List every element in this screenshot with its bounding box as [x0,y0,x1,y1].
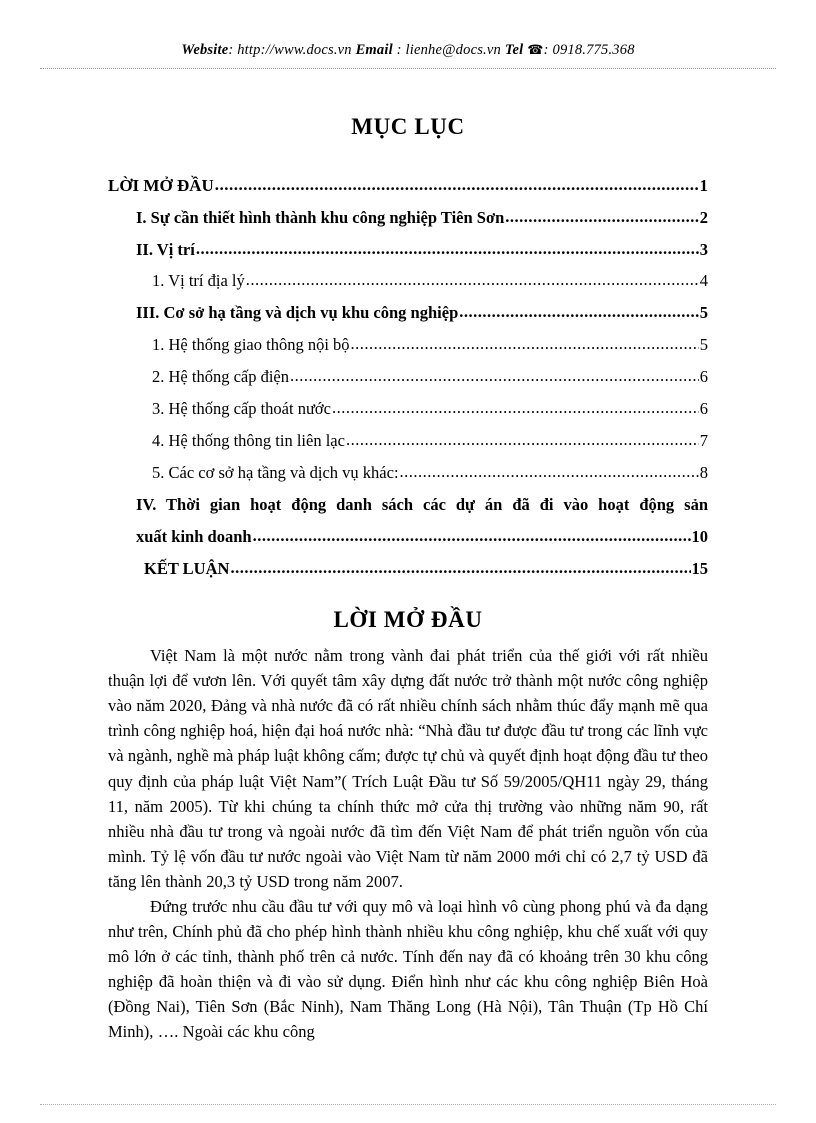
toc-entry-label: LỜI MỞ ĐẦU [108,176,214,195]
toc-entry-page: 1 [699,176,708,195]
toc-entry-loi-mo-dau[interactable] [108,176,708,196]
header-tel-label: Tel [504,42,524,58]
toc-entry-page: 5 [699,335,708,355]
footer-divider [40,1104,776,1105]
body-paragraph-1: Việt Nam là một nước nằm trong vành đai phát triển của thế giới với rất nhiều thuận lợi để vươn lên. Với quyết tâm xây dựng đất nước trở thành một nước công nghiệp vào năm 2020, Đảng và nhà nước đã có rất nhiều chính sách nhằm thúc đẩy mạnh mẽ qua trình công nghiệp hoá, hiện đại hoá nước nhà: “Nhà đầu tư được đầu tư trong các lĩnh vực và ngành, nghề mà pháp luật không cấm; được tự chủ và quyết định hoạt động đầu tư theo quy định của pháp luật Việt Nam”( Trích Luật Đầu tư Số 59/2005/QH11 ngày 29, tháng 11, năm 2005). Từ khi chúng ta chính thức mở cửa thị trường vào những năm 90, rất nhiều nhà đầu tư trong và ngoài nước đã tìm đến Việt Nam để phát triển nguồn vốn của mình. Tỷ lệ vốn đầu tư nước ngoài vào Việt Nam từ năm 2000 mới chỉ có 2,7 tỷ USD đã tăng lên thành 20,3 tỷ USD trong năm 2007. [108,646,708,891]
toc-title: MỤC LỤC [351,114,465,139]
toc-leader-dots [505,208,698,227]
body-paragraph-2: Đứng trước nhu cầu đầu tư với quy mô và loại hình vô cùng phong phú và đa dạng như trên, Chính phủ đã cho phép hình thành nhiều khu công nghiệp, khu chế xuất với quy mô lớn ở các tỉnh, thành phố trên cả nước. Tính đến nay đã có khoảng trên 30 khu công nghiệp đã hoàn thiện và đi vào sử dụng. Điển hình như các khu công nghiệp Biên Hoà (Đồng Nai), Tiên Sơn (Bắc Ninh), Nam Thăng Long (Hà Nội), Tân Thuận (Tp Hồ Chí Minh), …. Ngoài các khu công [108,896,708,1042]
toc-leader-dots [346,431,699,450]
header-website-value: http://www.docs.vn [237,42,352,58]
header-colon-2: : [396,42,402,58]
toc-entry-label-line1: IV. Thời gian hoạt động danh sách các dự án đã đi vào hoạt động sản [136,495,708,515]
telephone-icon: ☎ [527,42,544,57]
toc-entry-2-he-thong-cap-dien[interactable] [108,368,708,387]
toc-entry-page: 8 [699,463,708,483]
table-of-contents [108,176,708,579]
toc-entry-4-he-thong-thong-tin[interactable] [108,432,708,451]
toc-leader-dots [230,559,690,578]
toc-entry-label: I. Sự cần thiết hình thành khu công nghiệp Tiên Sơn [136,207,505,227]
toc-entry-ket-luan[interactable] [108,560,708,579]
header-tel-value: 0918.775.368 [552,42,635,58]
toc-leader-dots [290,367,699,386]
toc-entry-page: 6 [699,367,708,387]
toc-entry-label: II. Vị trí [136,239,195,259]
toc-leader-dots [351,335,699,354]
toc-entry-label-line2: xuất kinh doanh [136,527,252,547]
toc-entry-page: 6 [699,399,708,419]
toc-entry-page: 10 [691,527,708,547]
toc-entry-label: 5. Các cơ sở hạ tầng và dịch vụ khác: [152,463,399,483]
toc-entry-page: 4 [699,271,708,291]
toc-entry-label: 1. Hệ thống giao thông nội bộ [152,335,350,355]
toc-entry-label: 2. Hệ thống cấp điện [152,367,290,387]
toc-entry-1-he-thong-giao-thong[interactable] [108,336,708,355]
toc-entry-page: 3 [699,239,708,259]
toc-entry-3-he-thong-cap-thoat-nuoc[interactable] [108,400,708,419]
header-colon-3: : [543,42,549,58]
header-divider [40,68,776,69]
header-email-value: lienhe@docs.vn [405,42,501,58]
toc-entry-label: 1. Vị trí địa lý [152,271,245,291]
header-colon-1: : [228,42,234,58]
page-content [108,100,708,1044]
toc-entry-page: 5 [699,303,708,323]
toc-entry-page: 7 [699,431,708,451]
toc-entry-label: 3. Hệ thống cấp thoát nước [152,399,331,419]
toc-leader-dots [253,527,691,546]
toc-leader-dots [332,399,699,418]
toc-entry-iv-thoi-gian-hoat-dong[interactable] [108,496,708,547]
header-email-label: Email [355,42,393,58]
toc-leader-dots [459,303,699,322]
section-title-loi-mo-dau: LỜI MỞ ĐẦU [333,607,483,633]
toc-entry-label: 4. Hệ thống thông tin liên lạc [152,431,345,451]
header-website-label: Website [181,42,229,58]
toc-entry-iii-co-so-ha-tang[interactable] [108,304,708,323]
toc-entry-page: 2 [699,207,708,227]
toc-leader-dots [400,463,699,482]
toc-leader-dots [196,240,699,259]
toc-leader-dots [215,175,699,195]
toc-entry-i-su-can-thiet[interactable] [108,209,708,228]
toc-entry-page: 15 [691,559,708,579]
toc-entry-label: III. Cơ sở hạ tầng và dịch vụ khu công nghiệp [136,303,459,323]
page-header [0,42,816,59]
toc-entry-1-vi-tri-dia-ly[interactable] [108,272,708,291]
toc-entry-ii-vi-tri[interactable] [108,241,708,260]
toc-entry-5-cac-co-so-ha-tang-khac[interactable] [108,464,708,483]
toc-leader-dots [246,271,699,290]
toc-entry-label: KẾT LUẬN [144,559,230,579]
